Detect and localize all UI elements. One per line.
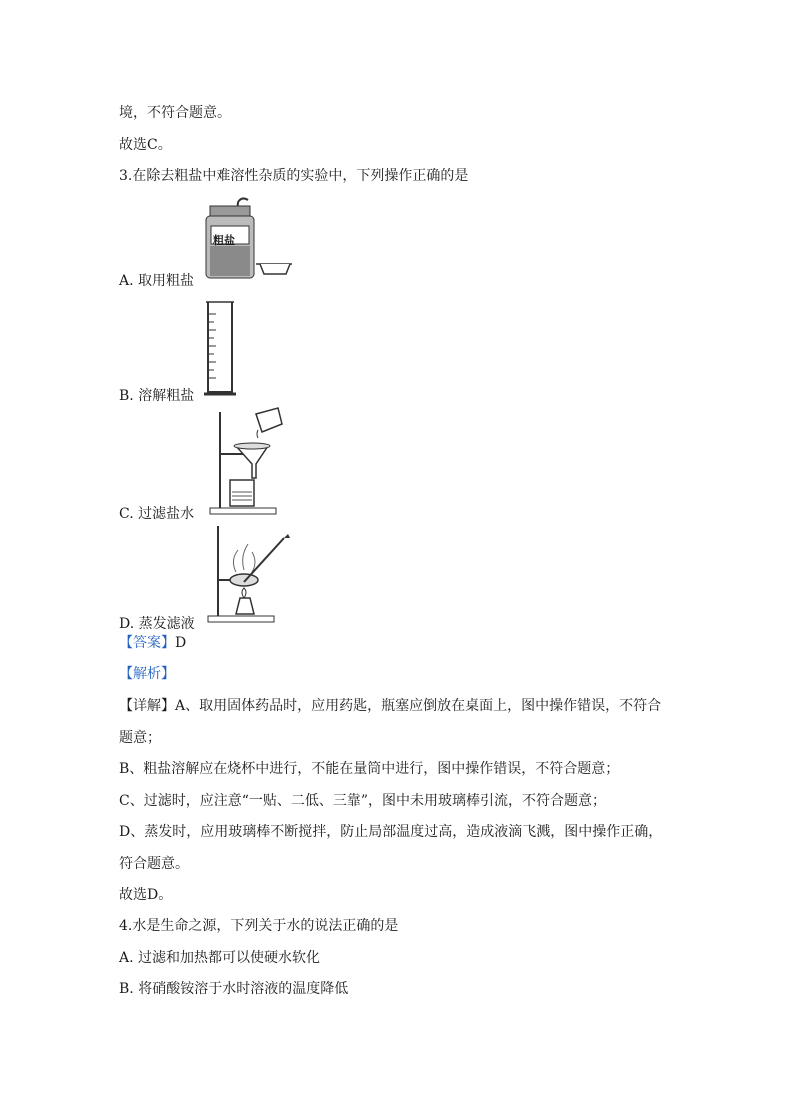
analysis-heading [119,665,175,683]
text-line: 题意； [119,730,161,746]
answer-value: D [175,635,187,651]
q4-option-b: B. 将硝酸铵溶于水时溶液的温度降低 [119,981,349,997]
detail-tag: 【详解】 [119,698,175,714]
detail-line [119,697,661,715]
text-line: 故选C。 [119,137,172,153]
q4-option-a: A. 过滤和加热都可以使硬水软化 [119,950,321,966]
option-c: C. 过滤盐水 [119,506,195,522]
detail-text: A、取用固体药品时，应用药匙，瓶塞应倒放在桌面上，图中操作错误，不符合 [175,698,662,714]
text-line: 故选D。 [119,887,173,903]
bottle-label: 粗盐 [213,234,235,247]
question-3: 3.在除去粗盐中难溶性杂质的实验中，下列操作正确的是 [119,168,469,184]
analysis-tag: 【解析】 [119,666,175,682]
text-line: 境，不符合题意。 [119,105,231,121]
text-line: 符合题意。 [119,856,189,872]
figure-cylinder [200,296,240,400]
option-a: A. 取用粗盐 [119,273,195,289]
question-4: 4.水是生命之源，下列关于水的说法正确的是 [119,918,399,934]
figure-evaporation [200,522,300,626]
option-b: B. 溶解粗盐 [119,388,195,404]
text-line: D、蒸发时，应用玻璃棒不断搅拌，防止局部温度过高，造成液滴飞溅，图中操作正确， [119,824,663,840]
answer-line [119,634,186,652]
text-line: C、过滤时，应注意“一贴、二低、三靠”，图中未用玻璃棒引流，不符合题意； [119,793,607,809]
figure-filtration [200,406,300,518]
text-line: B、粗盐溶解应在烧杯中进行，不能在量筒中进行，图中操作错误，不符合题意； [119,761,620,777]
answer-tag: 【答案】 [119,635,175,651]
option-d: D. 蒸发滤液 [119,616,195,632]
